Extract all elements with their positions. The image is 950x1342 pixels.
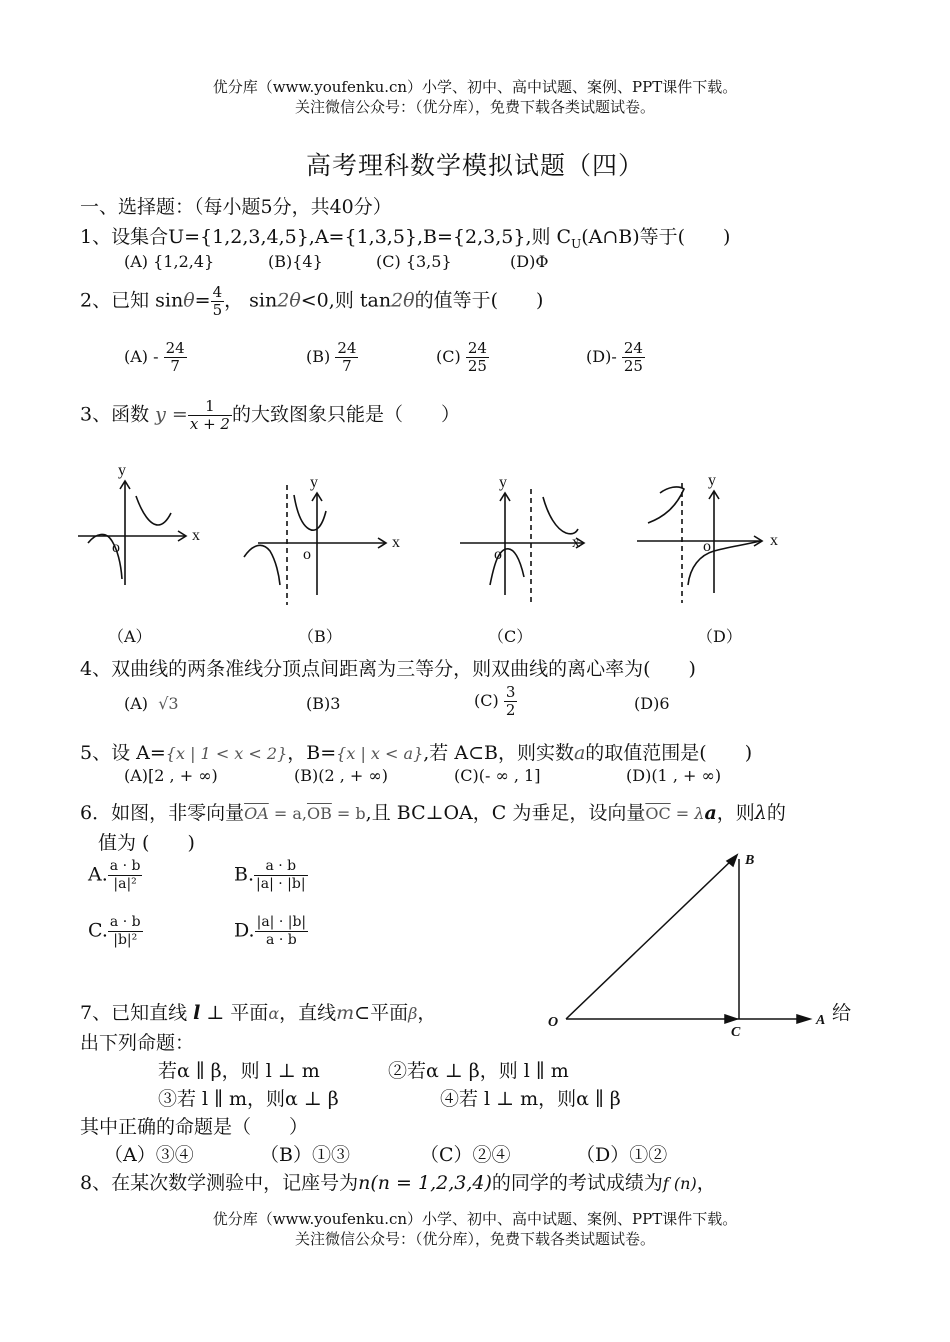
q4-sqrt: √3: [158, 694, 179, 713]
q6-stem-line2: 值为 ( ): [98, 832, 195, 854]
q6-text-3: ，则: [716, 802, 755, 824]
q2-a-num: 24: [165, 339, 185, 357]
q2-b-den: 7: [335, 357, 358, 375]
q3-stem: [80, 398, 460, 433]
q7-claim-4: ④若 l ⊥ m，则α ∥ β: [440, 1088, 621, 1110]
arrow-a: [797, 1015, 810, 1023]
q6-c-num: a · b: [109, 914, 141, 930]
q1-option-d: (D)Φ: [510, 252, 549, 271]
line-m: m: [336, 1002, 355, 1024]
q2-d-den: 25: [623, 357, 643, 375]
q2-b-fraction: [335, 340, 358, 375]
q2-angle-2: 2θ: [391, 289, 415, 312]
footer-line-1: 优分库（www.youfenku.cn）小学、初中、高中试题、案例、PPT课件下载。: [212, 1210, 738, 1228]
q6-a: a: [704, 802, 717, 824]
q2-c-num: 24: [467, 339, 487, 357]
q5-option-a: (A)[2 , + ∞): [124, 766, 218, 785]
q3-y: y =: [155, 403, 188, 426]
alpha-symbol: α: [268, 1004, 280, 1023]
q7-option-b: （B）①③: [260, 1144, 350, 1166]
label-o: O: [548, 1015, 559, 1030]
q2-den: 5: [212, 301, 223, 319]
lambda-symbol: λ: [754, 802, 767, 824]
q2-c-label: (C): [436, 347, 461, 366]
q6-b-den: |a| · |b|: [256, 876, 306, 892]
q7-text-5: ，: [417, 1002, 437, 1024]
q8-f: f (n): [662, 1174, 697, 1193]
q6-d-label: D.: [234, 919, 255, 942]
q4-a-label: (A): [124, 694, 149, 713]
q8-expr: n(n = 1,2,3,4): [358, 1172, 492, 1194]
q8-stem: [80, 1168, 716, 1195]
graph-b: [244, 485, 386, 605]
segment-ob: [566, 859, 733, 1019]
q2-text-2: ， sin: [224, 289, 278, 312]
q6-a-label: A.: [88, 863, 108, 886]
beta-symbol: β: [408, 1004, 418, 1023]
footer-line-2: 关注微信公众号：（优分库），免费下载各类试题试卷。: [294, 1230, 655, 1248]
q5-a: a: [573, 742, 586, 764]
q2-stem: [80, 284, 543, 319]
graph-c: [460, 489, 584, 603]
q7-claim-1: 若α ∥ β，则 l ⊥ m: [158, 1060, 320, 1082]
b-x-label: x: [392, 534, 400, 551]
q2-d-num: 24: [623, 339, 643, 357]
q7-stem: [80, 998, 436, 1025]
q1-sub: U: [571, 236, 582, 251]
q3-fraction: [188, 398, 232, 433]
q2-a-den: 7: [164, 357, 187, 375]
q2-text-3: <0,则 tan: [300, 289, 392, 312]
graph-a: [78, 481, 186, 585]
q2-b-label: (B): [306, 347, 331, 366]
q2-a-fraction: [164, 340, 187, 375]
section-heading: 一、选择题：（每小题5分，共40分）: [80, 196, 392, 218]
q5-text-4: B，则实数: [483, 742, 574, 764]
q4-stem: 4、双曲线的两条准线分顶点间距离为三等分，则双曲线的离心率为( ): [80, 658, 696, 680]
q4-c-label: (C): [474, 691, 499, 710]
q7-text-1: 7、已知直线: [80, 1002, 188, 1024]
q3-text-1: 3、函数: [80, 403, 150, 426]
q3-text-2: 的大致图象只能是（ ）: [231, 403, 460, 426]
q6-stem: [80, 798, 786, 825]
q6-text-4: 的: [766, 802, 786, 824]
b-y-label: y: [310, 474, 318, 491]
q5-stem: [80, 738, 752, 765]
page-title: 高考理科数学模拟试题（四）: [305, 151, 644, 180]
q8-text-2: 的同学的考试成绩为: [491, 1172, 663, 1194]
label-c: C: [731, 1025, 741, 1040]
q2-d-minus: -: [611, 347, 617, 366]
q7-text-3: ，直线: [279, 1002, 337, 1024]
a-o-label: o: [112, 539, 120, 556]
q3-option-d: （D）: [697, 627, 742, 646]
q2-option-c: [436, 340, 489, 375]
a-y-label: y: [118, 462, 126, 479]
q6-text-2: ,且 BC⊥OA，C 为垂足，设向量: [365, 802, 646, 824]
q5-option-c: (C)(- ∞ , 1]: [454, 766, 541, 785]
q2-d-fraction: [622, 340, 645, 375]
q2-a-minus: -: [153, 347, 159, 366]
q6-eq-2: = b: [331, 804, 366, 823]
d-x-label: x: [770, 532, 778, 549]
c-o-label: o: [494, 546, 502, 563]
q2-c-fraction: [466, 340, 489, 375]
q5-option-b: (B)(2 , + ∞): [294, 766, 388, 785]
q7-option-a: （A）③④: [104, 1144, 194, 1166]
vector-oc: $\overline{OC}$: [645, 804, 671, 823]
q2-option-a: [124, 340, 187, 375]
q4-option-d: (D)6: [634, 694, 670, 713]
q6-c-label: C.: [88, 919, 108, 942]
q3-num: 1: [188, 398, 232, 416]
q2-d-label: (D): [586, 347, 612, 366]
vector-ob: $\overline{OB}$: [306, 804, 332, 823]
q7-stem-line2: 出下列命题：: [80, 1032, 195, 1054]
q1-option-c: (C) {3,5}: [376, 252, 452, 271]
q7-claim-3: ③若 l ∥ m，则α ⊥ β: [158, 1088, 339, 1110]
q1-stem: [80, 222, 730, 251]
graph-axis-labels: [112, 462, 778, 563]
a-x-label: x: [192, 527, 200, 544]
q2-eq: =: [194, 289, 211, 312]
q7-claim-2: ②若α ⊥ β，则 l ∥ m: [388, 1060, 569, 1082]
q5-set-a: {x | 1 < x < 2}: [165, 744, 288, 763]
q6-d-num: |a| · |b|: [256, 914, 307, 930]
d-o-label: o: [703, 538, 711, 555]
q7-option-d: （D）①②: [576, 1144, 668, 1166]
q3-option-a: （A）: [108, 627, 152, 646]
q3-den: x + 2: [189, 415, 230, 433]
subset-symbol: ⊂: [468, 742, 484, 764]
q1-text: 1、设集合U={1,2,3,4,5},A={1,3,5},B={2,3,5},则 C: [80, 226, 572, 248]
label-b: B: [745, 853, 755, 868]
q1-option-b: (B){4}: [268, 252, 323, 271]
q2-option-b: [306, 340, 358, 375]
q2-b-num: 24: [337, 339, 357, 357]
q6-b-label: B.: [234, 863, 255, 886]
q7-text-4: ⊂平面: [354, 1002, 409, 1024]
q2-fraction: [211, 284, 225, 319]
q6-a-num: a · b: [109, 858, 141, 874]
q7-option-c: （C）②④: [420, 1144, 511, 1166]
b-o-label: o: [303, 546, 311, 563]
q3-option-c: （C）: [488, 627, 533, 646]
q4-option-b: (B)3: [306, 694, 341, 713]
q6-c-den: |b|²: [113, 932, 138, 948]
q4-c-den: 2: [505, 701, 516, 719]
q2-text-4: 的值等于( ): [414, 289, 544, 312]
q6-a-den: |a|²: [113, 876, 137, 892]
header-line-1: 优分库（www.youfenku.cn）小学、初中、高中试题、案例、PPT课件下载。: [212, 78, 738, 96]
q6-d-den: a · b: [266, 932, 297, 948]
q5-text-3: ,若 A: [423, 742, 469, 764]
q5-option-d: (D)(1 , + ∞): [626, 766, 722, 785]
c-y-label: y: [499, 474, 507, 491]
q2-option-d: [586, 340, 645, 375]
q2-c-den: 25: [467, 357, 487, 375]
q5-text-5: 的取值范围是( ): [585, 742, 753, 764]
q1-tail: (A∩B)等于( ): [581, 226, 731, 248]
q3-option-b: （B）: [298, 627, 342, 646]
theta-symbol: θ: [183, 289, 195, 312]
q8-text-1: 8、在某次数学测验中，记座号为: [80, 1172, 359, 1194]
vector-oa: $\overline{OA}$: [244, 804, 269, 823]
q4-option-c: [474, 684, 517, 719]
q7-give: 给: [832, 1002, 852, 1024]
q5-text-2: ，B=: [287, 742, 337, 764]
label-a: A: [816, 1013, 826, 1028]
q6-text-1: 6．如图，非零向量: [80, 802, 245, 824]
c-x-label: x: [572, 534, 580, 551]
q2-num: 4: [212, 283, 223, 301]
q2-text-1: 2、已知 sin: [80, 289, 184, 312]
q2-a-label: (A): [124, 347, 149, 366]
graph-d: [637, 483, 762, 603]
q7-text-2: ⊥ 平面: [200, 1002, 269, 1024]
q5-set-b: {x | x < a}: [336, 744, 424, 763]
d-y-label: y: [708, 472, 716, 489]
q4-option-a: [124, 694, 179, 713]
q6-b-num: a · b: [254, 858, 308, 876]
q1-option-a: (A) {1,2,4}: [124, 252, 215, 271]
arrow-c: [725, 1015, 737, 1023]
q5-text-1: 5、设 A=: [80, 742, 166, 764]
q2-angle-1: 2θ: [277, 289, 301, 312]
q4-c-num: 3: [505, 683, 516, 701]
header-line-2: 关注微信公众号：（优分库），免费下载各类试题试卷。: [294, 98, 655, 116]
q4-c-fraction: [504, 684, 518, 719]
q6-eq-1: = a,: [268, 804, 307, 823]
line-l: l: [193, 1002, 201, 1024]
q7-question: 其中正确的命题是（ ）: [80, 1116, 309, 1138]
q6-eq-3: = λ: [670, 804, 705, 823]
q8-text-3: ，: [696, 1172, 716, 1194]
